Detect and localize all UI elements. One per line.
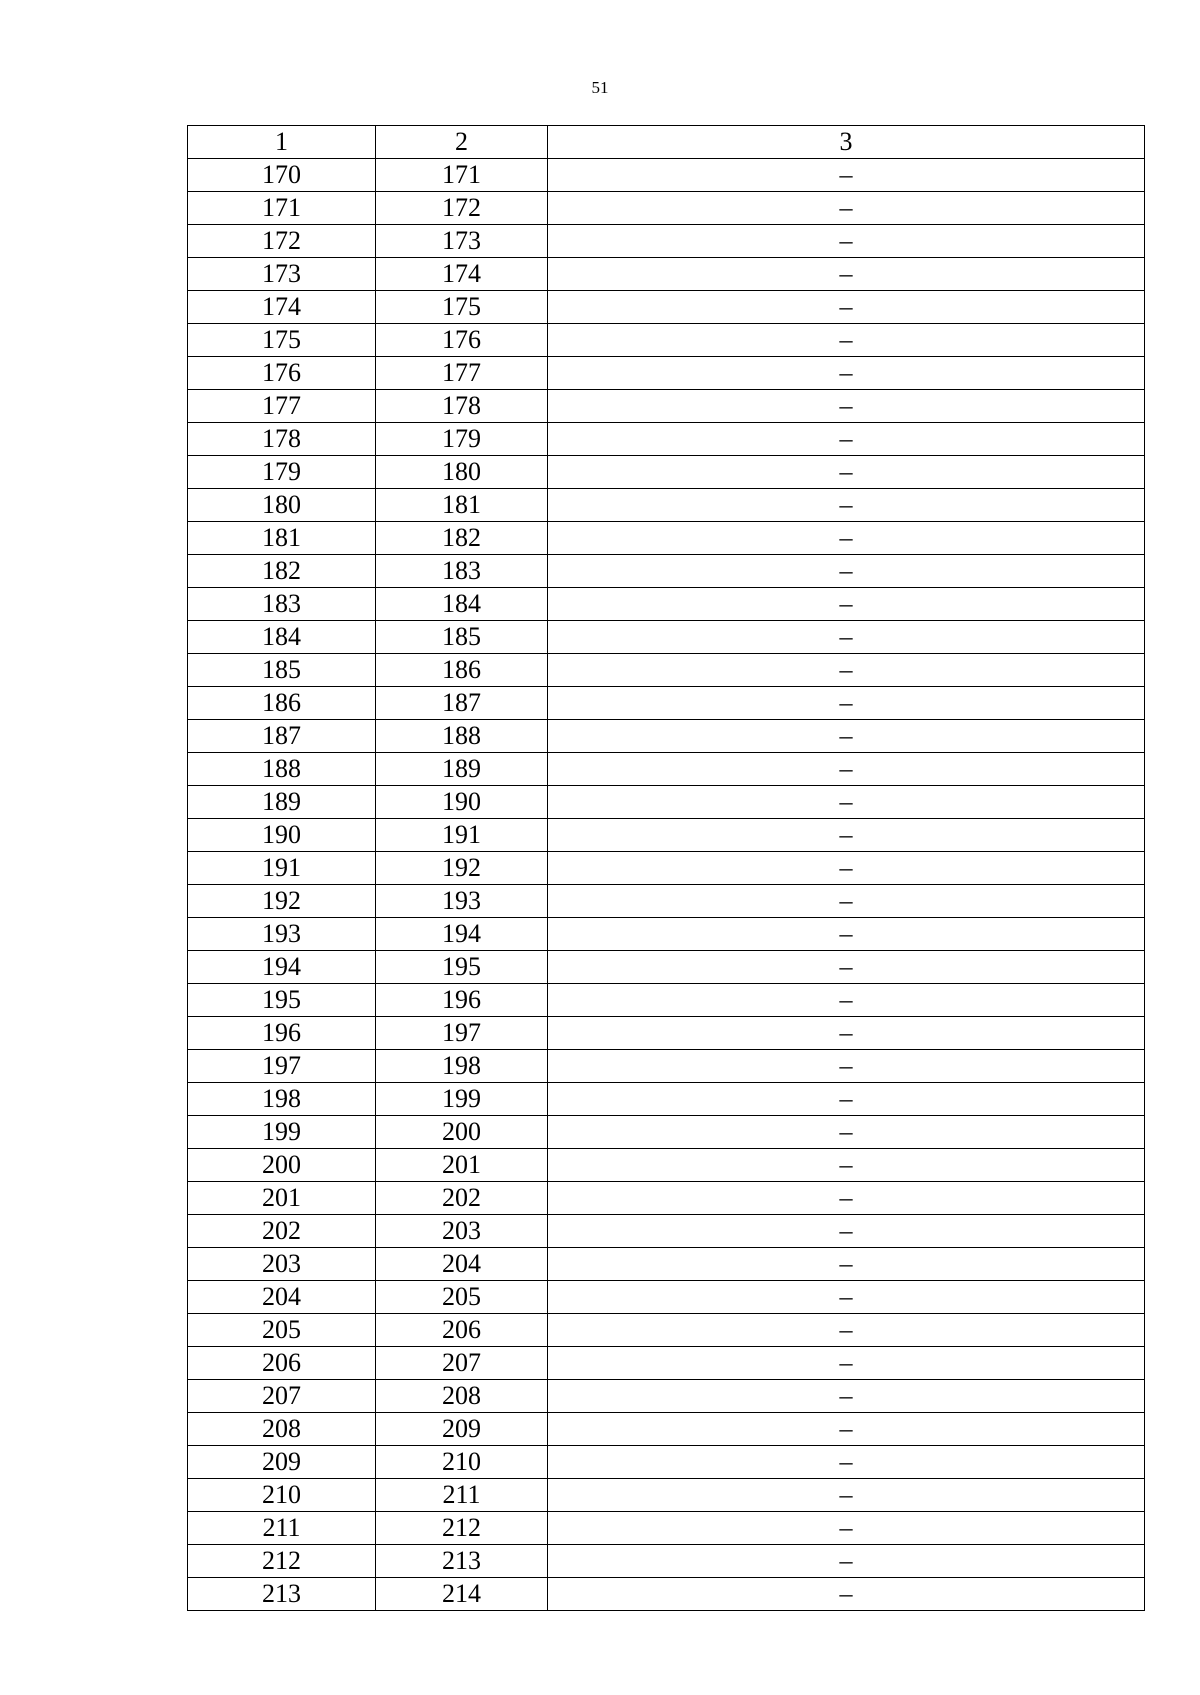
table-row bbox=[188, 1479, 1145, 1512]
table-row bbox=[188, 720, 1145, 753]
table-cell: 184 bbox=[376, 588, 548, 621]
table-row bbox=[188, 1215, 1145, 1248]
table-cell: 185 bbox=[376, 621, 548, 654]
table-row bbox=[188, 753, 1145, 786]
table-cell: – bbox=[548, 357, 1145, 390]
table-body bbox=[188, 126, 1145, 1611]
table-cell: – bbox=[548, 1083, 1145, 1116]
table-row bbox=[188, 1446, 1145, 1479]
table-cell: 212 bbox=[376, 1512, 548, 1545]
table-row bbox=[188, 687, 1145, 720]
table-row bbox=[188, 1050, 1145, 1083]
table-row bbox=[188, 1314, 1145, 1347]
table-cell: 173 bbox=[376, 225, 548, 258]
table-row bbox=[188, 918, 1145, 951]
table-cell: 201 bbox=[188, 1182, 376, 1215]
table-row bbox=[188, 1512, 1145, 1545]
table-cell: 202 bbox=[188, 1215, 376, 1248]
table-row bbox=[188, 522, 1145, 555]
table-cell: 182 bbox=[188, 555, 376, 588]
table-cell: – bbox=[548, 1116, 1145, 1149]
column-header: 3 bbox=[548, 126, 1145, 159]
table-cell: – bbox=[548, 588, 1145, 621]
table-cell: 210 bbox=[188, 1479, 376, 1512]
table-cell: 175 bbox=[376, 291, 548, 324]
table-cell: – bbox=[548, 720, 1145, 753]
table-cell: – bbox=[548, 852, 1145, 885]
table-cell: 194 bbox=[188, 951, 376, 984]
table-cell: – bbox=[548, 1017, 1145, 1050]
table-cell: 204 bbox=[188, 1281, 376, 1314]
table-cell: 179 bbox=[188, 456, 376, 489]
table-cell: – bbox=[548, 225, 1145, 258]
table-cell: 204 bbox=[376, 1248, 548, 1281]
table-cell: – bbox=[548, 687, 1145, 720]
table-row bbox=[188, 1248, 1145, 1281]
table-cell: 197 bbox=[376, 1017, 548, 1050]
table-row bbox=[188, 291, 1145, 324]
table-row bbox=[188, 489, 1145, 522]
table-cell: 201 bbox=[376, 1149, 548, 1182]
table-cell: 198 bbox=[376, 1050, 548, 1083]
table-cell: – bbox=[548, 456, 1145, 489]
table-cell: 213 bbox=[376, 1545, 548, 1578]
table-cell: 214 bbox=[376, 1578, 548, 1611]
table-row bbox=[188, 1116, 1145, 1149]
table-cell: 174 bbox=[188, 291, 376, 324]
page-number: 51 bbox=[591, 78, 609, 97]
table-row bbox=[188, 852, 1145, 885]
table-row bbox=[188, 1578, 1145, 1611]
table-row bbox=[188, 258, 1145, 291]
table-cell: – bbox=[548, 1446, 1145, 1479]
table-cell: – bbox=[548, 159, 1145, 192]
table-cell: 193 bbox=[376, 885, 548, 918]
table-cell: 189 bbox=[188, 786, 376, 819]
table-row bbox=[188, 1380, 1145, 1413]
table-cell: 173 bbox=[188, 258, 376, 291]
table-row bbox=[188, 1017, 1145, 1050]
column-header: 1 bbox=[188, 126, 376, 159]
table-cell: 171 bbox=[188, 192, 376, 225]
table-cell: 185 bbox=[188, 654, 376, 687]
table-cell: 209 bbox=[188, 1446, 376, 1479]
table-row bbox=[188, 786, 1145, 819]
table-cell: – bbox=[548, 1545, 1145, 1578]
table-cell: – bbox=[548, 1149, 1145, 1182]
table-cell: 199 bbox=[188, 1116, 376, 1149]
table-cell: 177 bbox=[188, 390, 376, 423]
table-cell: – bbox=[548, 1248, 1145, 1281]
table-cell: 181 bbox=[188, 522, 376, 555]
table-cell: 205 bbox=[376, 1281, 548, 1314]
table-cell: – bbox=[548, 423, 1145, 456]
table-row bbox=[188, 159, 1145, 192]
table-cell: – bbox=[548, 1347, 1145, 1380]
table-cell: – bbox=[548, 1512, 1145, 1545]
table-cell: 213 bbox=[188, 1578, 376, 1611]
table-row bbox=[188, 621, 1145, 654]
table-cell: 192 bbox=[188, 885, 376, 918]
table-cell: – bbox=[548, 1314, 1145, 1347]
table-cell: 172 bbox=[376, 192, 548, 225]
table-cell: 175 bbox=[188, 324, 376, 357]
table-cell: – bbox=[548, 1413, 1145, 1446]
table-cell: 206 bbox=[188, 1347, 376, 1380]
table-cell: – bbox=[548, 1380, 1145, 1413]
table-cell: – bbox=[548, 885, 1145, 918]
table-row bbox=[188, 885, 1145, 918]
table-cell: 203 bbox=[188, 1248, 376, 1281]
table-row bbox=[188, 357, 1145, 390]
table-cell: 176 bbox=[188, 357, 376, 390]
table-cell: 182 bbox=[376, 522, 548, 555]
table-cell: 195 bbox=[376, 951, 548, 984]
table-cell: – bbox=[548, 291, 1145, 324]
table-cell: 180 bbox=[188, 489, 376, 522]
table-cell: 188 bbox=[376, 720, 548, 753]
table-cell: 202 bbox=[376, 1182, 548, 1215]
table-cell: 197 bbox=[188, 1050, 376, 1083]
table-cell: 187 bbox=[188, 720, 376, 753]
table-cell: 196 bbox=[376, 984, 548, 1017]
table-cell: – bbox=[548, 1281, 1145, 1314]
table-row bbox=[188, 192, 1145, 225]
table-cell: 190 bbox=[188, 819, 376, 852]
table-row bbox=[188, 225, 1145, 258]
table-cell: 210 bbox=[376, 1446, 548, 1479]
table-row bbox=[188, 951, 1145, 984]
table-cell: – bbox=[548, 258, 1145, 291]
table-cell: 199 bbox=[376, 1083, 548, 1116]
table-cell: 200 bbox=[188, 1149, 376, 1182]
table-cell: 186 bbox=[188, 687, 376, 720]
table-cell: 203 bbox=[376, 1215, 548, 1248]
table-row bbox=[188, 1413, 1145, 1446]
table-row bbox=[188, 390, 1145, 423]
table-cell: 209 bbox=[376, 1413, 548, 1446]
data-table bbox=[187, 125, 1145, 1611]
table-cell: 211 bbox=[188, 1512, 376, 1545]
table-cell: 208 bbox=[376, 1380, 548, 1413]
table-cell: 174 bbox=[376, 258, 548, 291]
table-cell: 183 bbox=[188, 588, 376, 621]
table-cell: – bbox=[548, 654, 1145, 687]
table-cell: 208 bbox=[188, 1413, 376, 1446]
table-cell: 179 bbox=[376, 423, 548, 456]
table-cell: 177 bbox=[376, 357, 548, 390]
table-row bbox=[188, 1083, 1145, 1116]
table-cell: – bbox=[548, 1050, 1145, 1083]
table-cell: 188 bbox=[188, 753, 376, 786]
table-cell: 171 bbox=[376, 159, 548, 192]
table-cell: – bbox=[548, 753, 1145, 786]
table-row bbox=[188, 819, 1145, 852]
table-cell: – bbox=[548, 621, 1145, 654]
table-cell: 207 bbox=[188, 1380, 376, 1413]
table-row bbox=[188, 588, 1145, 621]
table-cell: – bbox=[548, 555, 1145, 588]
table-cell: 189 bbox=[376, 753, 548, 786]
table-cell: 206 bbox=[376, 1314, 548, 1347]
table-cell: – bbox=[548, 819, 1145, 852]
table-row bbox=[188, 456, 1145, 489]
table-row bbox=[188, 1149, 1145, 1182]
table-cell: – bbox=[548, 984, 1145, 1017]
table-cell: 211 bbox=[376, 1479, 548, 1512]
table-cell: – bbox=[548, 1578, 1145, 1611]
column-header: 2 bbox=[376, 126, 548, 159]
table-cell: 194 bbox=[376, 918, 548, 951]
table-cell: 207 bbox=[376, 1347, 548, 1380]
table-cell: – bbox=[548, 489, 1145, 522]
table-cell: – bbox=[548, 1479, 1145, 1512]
table-cell: – bbox=[548, 390, 1145, 423]
table-row bbox=[188, 984, 1145, 1017]
table-cell: 190 bbox=[376, 786, 548, 819]
table-row bbox=[188, 324, 1145, 357]
table-cell: 196 bbox=[188, 1017, 376, 1050]
table-cell: – bbox=[548, 522, 1145, 555]
table-cell: – bbox=[548, 918, 1145, 951]
table-cell: – bbox=[548, 1182, 1145, 1215]
table-cell: 198 bbox=[188, 1083, 376, 1116]
table-row bbox=[188, 1281, 1145, 1314]
table-cell: 176 bbox=[376, 324, 548, 357]
table-cell: 180 bbox=[376, 456, 548, 489]
table-cell: 191 bbox=[376, 819, 548, 852]
table-cell: 187 bbox=[376, 687, 548, 720]
table-row bbox=[188, 1182, 1145, 1215]
table-cell: 178 bbox=[376, 390, 548, 423]
table-cell: 205 bbox=[188, 1314, 376, 1347]
table-cell: 193 bbox=[188, 918, 376, 951]
table-cell: 183 bbox=[376, 555, 548, 588]
table-row bbox=[188, 1545, 1145, 1578]
table-cell: 170 bbox=[188, 159, 376, 192]
table-row bbox=[188, 1347, 1145, 1380]
table-cell: – bbox=[548, 324, 1145, 357]
table-cell: 172 bbox=[188, 225, 376, 258]
table-cell: – bbox=[548, 951, 1145, 984]
table-cell: 184 bbox=[188, 621, 376, 654]
table-cell: 186 bbox=[376, 654, 548, 687]
table-cell: – bbox=[548, 786, 1145, 819]
table-cell: – bbox=[548, 192, 1145, 225]
table-cell: 178 bbox=[188, 423, 376, 456]
table-row bbox=[188, 423, 1145, 456]
table-cell: – bbox=[548, 1215, 1145, 1248]
table-row bbox=[188, 654, 1145, 687]
table-cell: 192 bbox=[376, 852, 548, 885]
table-cell: 181 bbox=[376, 489, 548, 522]
table-row bbox=[188, 555, 1145, 588]
table-cell: 212 bbox=[188, 1545, 376, 1578]
table-header-row bbox=[188, 126, 1145, 159]
table-cell: 200 bbox=[376, 1116, 548, 1149]
table-cell: 195 bbox=[188, 984, 376, 1017]
table-cell: 191 bbox=[188, 852, 376, 885]
